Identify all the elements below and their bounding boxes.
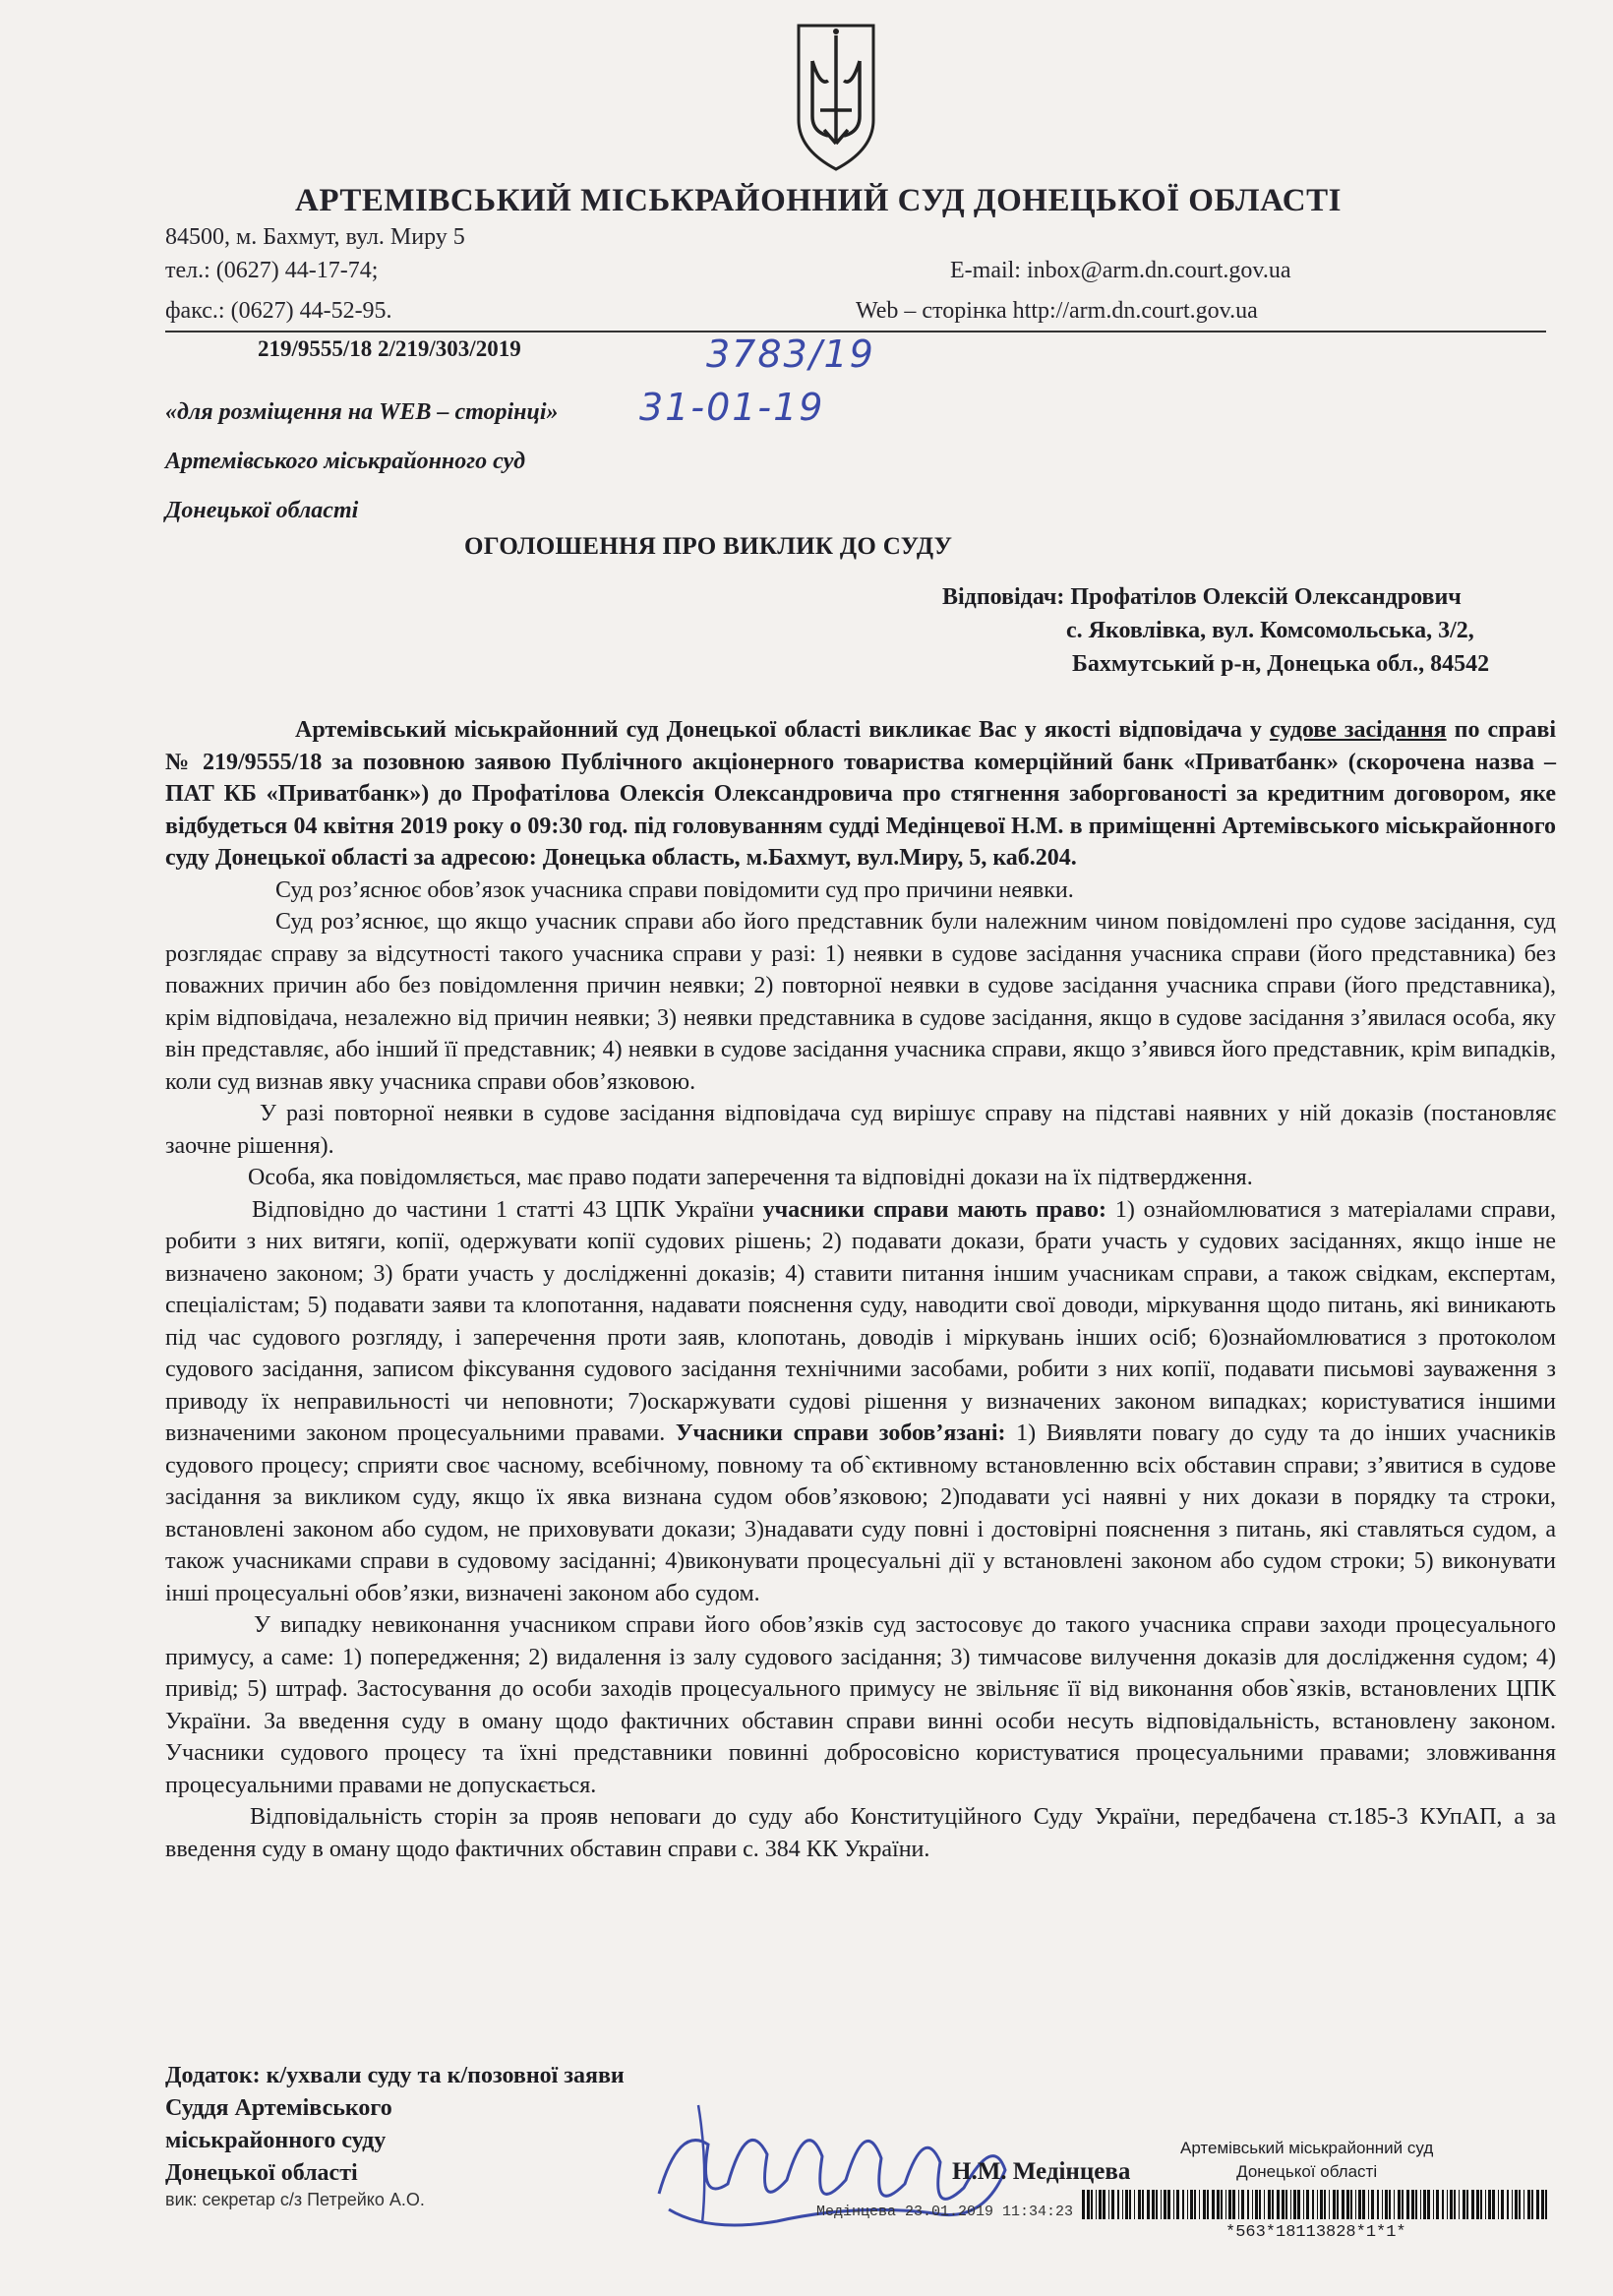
barcode-bar bbox=[1471, 2190, 1474, 2219]
paragraph-coercion-measures: У випадку невиконання учасником справи його обов’язків суд застосовує до такого учасника справи заходи процесуального примусу, а саме: 1) попередження; 2) видалення із залу судового засідання; 3) тимчасове вилучення доказів для дослідження судом; 4) привід; 5) штраф. Застосування до особи заходів процесуального примусу не звільняє її від виконання обов`язків, встановлених ЦПК України. За введення суду в оману щодо фактичних обставин справи винні особи несуть відповідальність, встановлену законом. Учасники судового процесу та їхні представники повинні добросовісно користуватися процесуальними правами; зловживання процесуальними правами не допускається. bbox=[165, 1612, 1556, 1798]
paragraph-liability: Відповідальність сторін за прояв неповаги до суду або Конституційного Суду України, передбачена ст.185-3 КУпАП, а за введення суду в оману щодо фактичних обставин справи с. 384 КК України. bbox=[165, 1804, 1556, 1862]
barcode-bar bbox=[1317, 2190, 1318, 2219]
barcode-bar bbox=[1545, 2190, 1547, 2219]
barcode-bar bbox=[1241, 2190, 1244, 2219]
barcode-bar bbox=[1433, 2190, 1434, 2219]
barcode-bar bbox=[1507, 2190, 1509, 2219]
barcode-bar bbox=[1293, 2190, 1296, 2219]
barcode-bar bbox=[1342, 2190, 1344, 2219]
barcode-bar bbox=[1492, 2190, 1495, 2219]
barcode-bar bbox=[1207, 2190, 1209, 2219]
barcode-bar bbox=[1312, 2190, 1314, 2219]
barcode-bar bbox=[1108, 2190, 1109, 2219]
barcode-bar bbox=[1161, 2190, 1162, 2219]
barcode-bar bbox=[1134, 2190, 1135, 2219]
barcode-bar bbox=[1152, 2190, 1155, 2219]
barcode-bar bbox=[1423, 2190, 1426, 2219]
barcode-bar bbox=[1111, 2190, 1114, 2219]
barcode-bar bbox=[1406, 2190, 1409, 2219]
barcode-bar bbox=[1259, 2190, 1261, 2219]
barcode-bar bbox=[1103, 2190, 1105, 2219]
barcode-bar bbox=[1182, 2190, 1184, 2219]
barcode-bar bbox=[1402, 2190, 1404, 2219]
handwritten-registration-number: 3783/19 bbox=[706, 332, 875, 376]
barcode-bar bbox=[1221, 2190, 1223, 2219]
court-stamp-label bbox=[1180, 2137, 1433, 2184]
barcode-bar bbox=[1442, 2190, 1444, 2219]
attachment-note: Додаток: к/ухвали суду та к/позовної заяви bbox=[165, 2063, 625, 2088]
barcode-bar bbox=[1519, 2190, 1521, 2219]
barcode-bar bbox=[1117, 2190, 1119, 2219]
barcode-bar bbox=[1082, 2190, 1085, 2219]
barcode-bar bbox=[1138, 2190, 1141, 2219]
barcode-bar bbox=[1536, 2190, 1539, 2219]
summons-text-b: по справі № 219/9555/18 за позовною заявою Публічного акціонерного товариства комерційний банк «Приватбанк» (скорочена назва – ПАТ КБ «Приватбанк») до Профатілова Олексія Олександровича про стягнення заборгованості за кредитним договором, яке відбудеться 04 квітня 2019 року о 09:30 год. під головуванням судді Медінцевої Н.М. в приміщенні Артемівського міськрайонного суду Донецької області за адресою: Донецька область, м.Бахмут, вул.Миру, 5, каб.204. bbox=[165, 717, 1556, 871]
paragraph-rights-duties bbox=[165, 1194, 1556, 1610]
barcode-bar bbox=[1087, 2190, 1090, 2219]
barcode-bar bbox=[1371, 2190, 1374, 2219]
barcode-bar bbox=[1255, 2190, 1258, 2219]
court-phone: тел.: (0627) 44-17-74; bbox=[165, 258, 379, 283]
barcode-bar bbox=[1527, 2190, 1530, 2219]
barcode-bar bbox=[1297, 2190, 1300, 2219]
electronic-signature-stamp: Медінцева 23.01.2019 11:34:23 bbox=[816, 2204, 1074, 2220]
barcode-bar bbox=[1454, 2190, 1456, 2219]
barcode-bar bbox=[1167, 2190, 1170, 2219]
barcode-bar bbox=[1203, 2190, 1206, 2219]
rights-intro: Відповідно до частини 1 статті 43 ЦПК України bbox=[252, 1196, 763, 1223]
summons-text-a: Артемівський міськрайонний суд Донецької області викликає Вас у якості відповідача у bbox=[295, 717, 1270, 743]
barcode-bar bbox=[1320, 2190, 1323, 2219]
barcode-bar bbox=[1377, 2190, 1379, 2219]
barcode-bar bbox=[1459, 2190, 1460, 2219]
barcode-bar bbox=[1350, 2190, 1352, 2219]
signature-block bbox=[165, 2060, 625, 2190]
barcode-bar bbox=[1122, 2190, 1123, 2219]
barcode-bar bbox=[1427, 2190, 1430, 2219]
barcode-bar bbox=[1238, 2190, 1239, 2219]
barcode-number: *563*18113828*1*1* bbox=[1225, 2223, 1406, 2242]
barcode-bar bbox=[1129, 2190, 1131, 2219]
barcode-bar bbox=[1306, 2190, 1309, 2219]
barcode-bar bbox=[1447, 2190, 1448, 2219]
barcode-bar bbox=[1531, 2190, 1533, 2219]
barcode-bar bbox=[1436, 2190, 1439, 2219]
case-number: 219/9555/18 2/219/303/2019 bbox=[258, 336, 521, 361]
barcode-bar bbox=[1368, 2190, 1369, 2219]
barcode-bar bbox=[1217, 2190, 1220, 2219]
barcode-bar bbox=[1480, 2190, 1482, 2219]
barcode-bar bbox=[1476, 2190, 1479, 2219]
barcode-bar bbox=[1091, 2190, 1093, 2219]
barcode-bar bbox=[1272, 2190, 1274, 2219]
barcode-bar bbox=[1225, 2190, 1226, 2219]
placement-region: Донецької області bbox=[165, 498, 359, 523]
barcode-bar bbox=[1450, 2190, 1453, 2219]
coat-of-arms-emblem bbox=[795, 22, 877, 173]
barcode-bar bbox=[1290, 2190, 1291, 2219]
barcode-bar bbox=[1173, 2190, 1174, 2219]
barcode-bar bbox=[1187, 2190, 1188, 2219]
court-name-heading: АРТЕМІВСЬКИЙ МІСЬКРАЙОННИЙ СУД ДОНЕЦЬКОЇ ОБЛАСТІ bbox=[295, 183, 1342, 218]
barcode-bar bbox=[1420, 2190, 1421, 2219]
rights-list: 1) ознайомлюватися з матеріалами справи, робити з них витяги, копії, одержувати копії судових рішень; 2) подавати докази, брати участь у судових засіданнях, якщо інше не визначено законом; 3) брати участь у дослідженні доказів; 4) ставити питання іншим учасникам справи, а також свідкам, експертам, спеціалістам; 5) подавати заяви та клопотання, надавати пояснення суду, наводити свої доводи, міркування щодо питань, які виникають під час судового розгляду, і заперечення проти заяв, клопотань, доводів і міркувань інших осіб; 6)ознайомлюватися з протоколом судового засідання, записом фіксування судового засідання технічними засобами, робити з них копії, подавати письмові зауваження з приводу їх неправильності чи неповноти; 7)оскаржувати судові рішення у визначених законом випадках; користуватися іншими визначеними законом процесуальними правами. bbox=[165, 1196, 1556, 1446]
defendant-address-line1: с. Яковлівка, вул. Комсомольська, 3/2, bbox=[1066, 618, 1474, 643]
barcode-bar bbox=[1156, 2190, 1158, 2219]
court-email: E-mail: inbox@arm.dn.court.gov.ua bbox=[950, 258, 1291, 283]
document-barcode bbox=[1082, 2190, 1550, 2219]
stamp-court-line2: Донецької області bbox=[1236, 2162, 1378, 2181]
barcode-bar bbox=[1164, 2190, 1166, 2219]
barcode-bar bbox=[1190, 2190, 1193, 2219]
judge-title-line3: Донецької області bbox=[165, 2160, 358, 2186]
judge-name: Н.М. Медінцева bbox=[952, 2158, 1131, 2185]
placement-note: «для розміщення на WEB – сторінці» bbox=[165, 399, 559, 425]
barcode-bar bbox=[1382, 2190, 1383, 2219]
barcode-bar bbox=[1355, 2190, 1356, 2219]
summons-paragraph bbox=[165, 714, 1556, 875]
barcode-bar bbox=[1346, 2190, 1349, 2219]
barcode-bar bbox=[1512, 2190, 1513, 2219]
barcode-bar bbox=[1194, 2190, 1196, 2219]
barcode-bar bbox=[1523, 2190, 1524, 2219]
barcode-bar bbox=[1498, 2190, 1499, 2219]
barcode-bar bbox=[1303, 2190, 1304, 2219]
barcode-bar bbox=[1488, 2190, 1491, 2219]
barcode-bar bbox=[1358, 2190, 1361, 2219]
paragraph-absence-consequences: Суд роз’яснює, що якщо учасник справи або його представник були належним чином повідомлені про судове засідання, суд розглядає справу за відсутності такого учасника справи у разі: 1) неявки в судове засідання учасника справи (його представника) без поважних причин або без повідомлення причин неявки; 2) повторної неявки в судове засідання учасника справи (його представника), крім відповідача, незалежно від причин неявки; 3) неявки представника в судове засідання, якщо в судове засідання з’явилася особа, яку він представляє, або інший її представник; 4) неявки в судове засідання учасника справи, якщо з’явився його представник, крім випадків, коли суд визнав явку учасника справи обов’язковою. bbox=[165, 909, 1556, 1095]
rights-heading: учасники справи мають право: bbox=[762, 1196, 1106, 1223]
barcode-bar bbox=[1264, 2190, 1265, 2219]
defendant-address-line2: Бахмутський р-н, Донецька обл., 84542 bbox=[1072, 651, 1490, 677]
defendant-name: Відповідач: Профатілов Олексій Олександрович bbox=[942, 584, 1462, 610]
barcode-bar bbox=[1232, 2190, 1235, 2219]
barcode-bar bbox=[1333, 2190, 1336, 2219]
barcode-bar bbox=[1199, 2190, 1200, 2219]
barcode-bar bbox=[1096, 2190, 1097, 2219]
placement-court: Артемівського міськрайонного суд bbox=[165, 449, 526, 474]
barcode-bar bbox=[1389, 2190, 1391, 2219]
barcode-bar bbox=[1247, 2190, 1249, 2219]
barcode-bar bbox=[1252, 2190, 1253, 2219]
summons-hearing-underlined: судове засідання bbox=[1269, 717, 1447, 743]
barcode-bar bbox=[1285, 2190, 1287, 2219]
barcode-bar bbox=[1212, 2190, 1215, 2219]
barcode-bar bbox=[1415, 2190, 1417, 2219]
paragraph-objection-right: Особа, яка повідомляється, має право подати заперечення та відповідні докази на їх підтвердження. bbox=[248, 1165, 1253, 1190]
barcode-bar bbox=[1466, 2190, 1468, 2219]
duties-list: 1) Виявляти повагу до суду та до інших учасників судового процесу; сприяти своє часному, всебічному, повному та об`єктивному встановленню всіх обставин справи; з’явитися в судове засідання за викликом суду, якщо їх явка визнана судом обов’язковою; 2)подавати усі наявні у них докази в порядку та строки, встановлені законом або судом, не приховувати докази; 3)надавати суду повні і достовірні пояснення з питань, які ставляться судом, а також учасниками справи в судовому засіданні; 4)виконувати процесуальні дії у встановлені законом або судом строки; 5) виконувати інші процесуальні обов’язки, визначені законом або судом. bbox=[165, 1420, 1557, 1606]
barcode-bar bbox=[1282, 2190, 1284, 2219]
barcode-bar bbox=[1463, 2190, 1465, 2219]
stamp-court-line1: Артемівський міськрайонний суд bbox=[1180, 2139, 1434, 2157]
barcode-bar bbox=[1541, 2190, 1544, 2219]
barcode-bar bbox=[1485, 2190, 1486, 2219]
barcode-bar bbox=[1362, 2190, 1365, 2219]
barcode-bar bbox=[1324, 2190, 1326, 2219]
court-fax: факс.: (0627) 44-52-95. bbox=[165, 298, 392, 324]
barcode-bar bbox=[1125, 2190, 1128, 2219]
secretary-note: вик: секретар с/з Петрейко А.О. bbox=[165, 2190, 425, 2209]
barcode-bar bbox=[1329, 2190, 1330, 2219]
barcode-bar bbox=[1176, 2190, 1179, 2219]
judge-title-line2: міськрайонного суду bbox=[165, 2128, 387, 2153]
court-website: Web – сторінка http://arm.dn.court.gov.ua bbox=[856, 298, 1258, 324]
notice-body bbox=[165, 714, 1556, 1865]
barcode-bar bbox=[1394, 2190, 1395, 2219]
barcode-bar bbox=[1277, 2190, 1280, 2219]
barcode-bar bbox=[1228, 2190, 1231, 2219]
duties-heading: Учасники справи зобов’язані: bbox=[675, 1420, 1006, 1446]
barcode-bar bbox=[1268, 2190, 1271, 2219]
paragraph-absence-reasons: Суд роз’яснює обов’язок учасника справи повідомити суд про причини неявки. bbox=[275, 876, 1074, 903]
barcode-bar bbox=[1337, 2190, 1339, 2219]
handwritten-registration-date: 31-01-19 bbox=[639, 386, 825, 429]
paragraph-repeated-absence: У разі повторної неявки в судове засідання відповідача суд вирішує справу на підставі наявних у ній доказів (постановляє заочне рішення). bbox=[165, 1101, 1556, 1159]
barcode-bar bbox=[1411, 2190, 1414, 2219]
court-address: 84500, м. Бахмут, вул. Миру 5 bbox=[165, 224, 465, 250]
barcode-bar bbox=[1099, 2190, 1102, 2219]
barcode-bar bbox=[1515, 2190, 1518, 2219]
judge-title-line1: Суддя Артемівського bbox=[165, 2095, 392, 2121]
barcode-bar bbox=[1501, 2190, 1504, 2219]
barcode-bar bbox=[1385, 2190, 1388, 2219]
barcode-bar bbox=[1398, 2190, 1401, 2219]
barcode-bar bbox=[1142, 2190, 1144, 2219]
page-title: ОГОЛОШЕННЯ ПРО ВИКЛИК ДО СУДУ bbox=[464, 533, 953, 560]
barcode-bar bbox=[1147, 2190, 1150, 2219]
